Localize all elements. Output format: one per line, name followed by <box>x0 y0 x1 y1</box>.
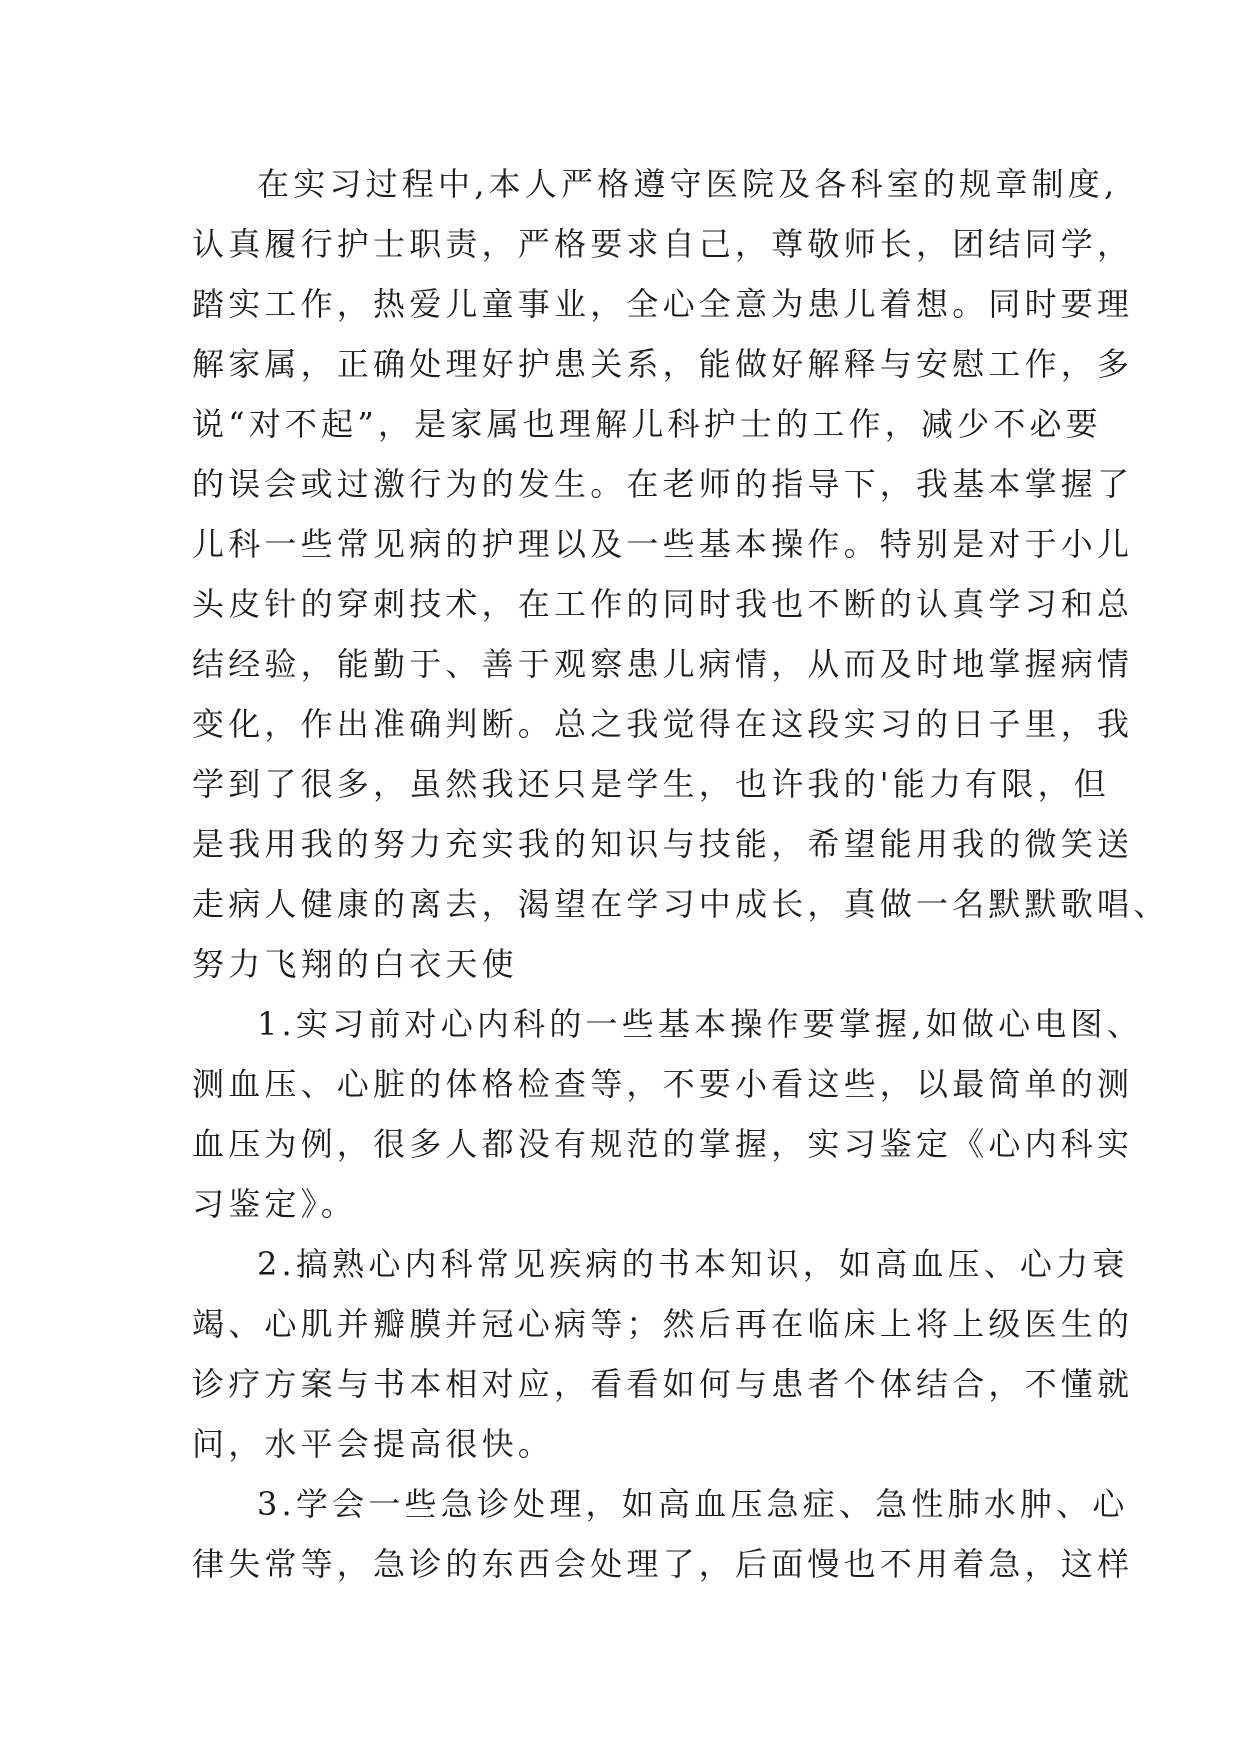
text-line: 是我用我的努力充实我的知识与技能，希望能用我的微笑送 <box>192 825 1134 863</box>
text-line: 儿科一些常见病的护理以及一些基本操作。特别是对于小儿 <box>192 525 1134 563</box>
text-line: 变化，作出准确判断。总之我觉得在这段实习的日子里，我 <box>192 705 1134 743</box>
text-line: 结经验，能勤于、善于观察患儿病情，从而及时地掌握病情 <box>192 645 1134 683</box>
text-line: 习鉴定》。 <box>192 1185 358 1223</box>
text-line: 在实习过程中,本人严格遵守医院及各科室的规章制度, <box>257 165 1119 203</box>
text-line: 努力飞翔的白衣天使 <box>192 945 518 983</box>
text-line: 律失常等，急诊的东西会处理了，后面慢也不用着急，这样 <box>192 1545 1134 1583</box>
text-line: 问，水平会提高很快。 <box>192 1425 555 1463</box>
text-line: 学到了很多，虽然我还只是学生，也许我的'能力有限，但 <box>192 765 1110 803</box>
text-line: 走病人健康的离去，渴望在学习中成长，真做一名默默歌唱、 <box>192 885 1170 923</box>
text-line: 说“对不起”，是家属也理解儿科护士的工作，减少不必要 <box>192 405 1102 443</box>
text-line: 3.学会一些急诊处理，如高血压急症、急性肺水肿、心 <box>257 1485 1129 1523</box>
text-line: 认真履行护士职责，严格要求自己，尊敬师长，团结同学， <box>192 225 1134 263</box>
text-line: 测血压、心脏的体格检查等，不要小看这些，以最简单的测 <box>192 1065 1134 1103</box>
text-line: 头皮针的穿刺技术，在工作的同时我也不断的认真学习和总 <box>192 585 1134 623</box>
text-line: 竭、心肌并瓣膜并冠心病等；然后再在临床上将上级医生的 <box>192 1305 1134 1343</box>
text-line: 踏实工作，热爱儿童事业，全心全意为患儿着想。同时要理 <box>192 285 1134 323</box>
text-line: 的误会或过激行为的发生。在老师的指导下，我基本掌握了 <box>192 465 1134 503</box>
text-line: 解家属，正确处理好护患关系，能做好解释与安慰工作，多 <box>192 345 1134 383</box>
text-line: 诊疗方案与书本相对应，看看如何与患者个体结合，不懂就 <box>192 1365 1134 1403</box>
text-line: 1.实习前对心内科的一些基本操作要掌握,如做心电图、 <box>257 1005 1143 1043</box>
text-line: 血压为例，很多人都没有规范的掌握，实习鉴定《心内科实 <box>192 1125 1134 1163</box>
text-line: 2.搞熟心内科常见疾病的书本知识，如高血压、心力衰 <box>257 1245 1129 1283</box>
